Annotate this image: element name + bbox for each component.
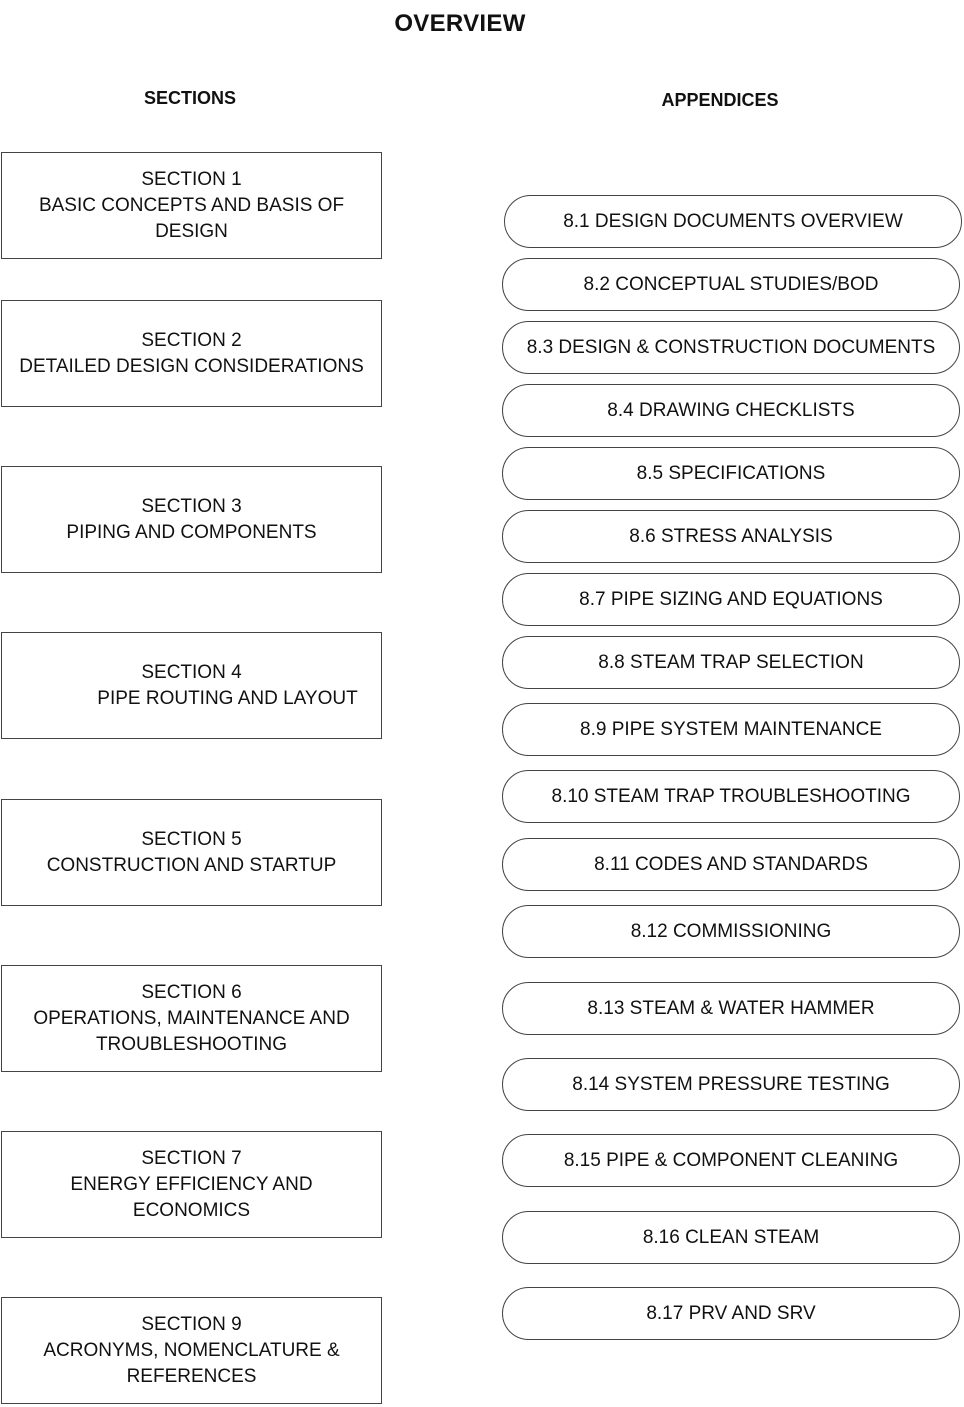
appendix-8-2[interactable]: 8.2 CONCEPTUAL STUDIES/BOD (502, 258, 960, 311)
section-number: SECTION 7 (141, 1147, 242, 1169)
appendix-8-1[interactable]: 8.1 DESIGN DOCUMENTS OVERVIEW (504, 195, 962, 248)
section-number: SECTION 5 (141, 828, 242, 850)
appendix-8-9[interactable]: 8.9 PIPE SYSTEM MAINTENANCE (502, 703, 960, 756)
section-number: SECTION 6 (141, 981, 242, 1003)
sections-heading: SECTIONS (143, 88, 236, 108)
section-box-9[interactable] (1, 1297, 382, 1404)
appendix-8-14[interactable]: 8.14 SYSTEM PRESSURE TESTING (502, 1058, 960, 1111)
appendix-8-13[interactable]: 8.13 STEAM & WATER HAMMER (502, 982, 960, 1035)
appendix-8-16[interactable]: 8.16 CLEAN STEAM (502, 1211, 960, 1264)
appendix-8-10[interactable]: 8.10 STEAM TRAP TROUBLESHOOTING (502, 770, 960, 823)
section-box-2[interactable] (1, 300, 382, 407)
appendix-8-3[interactable]: 8.3 DESIGN & CONSTRUCTION DOCUMENTS (502, 321, 960, 374)
section-number: SECTION 2 (141, 329, 242, 351)
page-title: OVERVIEW (394, 10, 526, 37)
section-title: ACRONYMS, NOMENCLATURE & (43, 1339, 340, 1361)
section-box-1[interactable] (1, 152, 382, 259)
appendix-8-5[interactable]: 8.5 SPECIFICATIONS (502, 447, 960, 500)
appendix-8-11[interactable]: 8.11 CODES AND STANDARDS (502, 838, 960, 891)
section-box-5[interactable] (1, 799, 382, 906)
section-number: SECTION 3 (141, 495, 242, 517)
section-title: CONSTRUCTION AND STARTUP (46, 854, 337, 876)
section-title: DETAILED DESIGN CONSIDERATIONS (19, 355, 364, 377)
section-number: SECTION 9 (141, 1313, 242, 1335)
section-title-line-2: TROUBLESHOOTING (95, 1033, 288, 1055)
section-box-7[interactable] (1, 1131, 382, 1238)
section-box-4[interactable] (1, 632, 382, 739)
section-title: OPERATIONS, MAINTENANCE AND (33, 1007, 350, 1029)
appendix-8-4[interactable]: 8.4 DRAWING CHECKLISTS (502, 384, 960, 437)
section-title-line-2: REFERENCES (126, 1365, 257, 1387)
appendix-8-17[interactable]: 8.17 PRV AND SRV (502, 1287, 960, 1340)
section-title: PIPE ROUTING AND LAYOUT (97, 687, 358, 709)
section-number: SECTION 1 (141, 168, 242, 190)
section-box-3[interactable] (1, 466, 382, 573)
appendix-8-7[interactable]: 8.7 PIPE SIZING AND EQUATIONS (502, 573, 960, 626)
section-box-6[interactable] (1, 965, 382, 1072)
appendices-heading: APPENDICES (661, 90, 779, 110)
appendix-8-6[interactable]: 8.6 STRESS ANALYSIS (502, 510, 960, 563)
section-number: SECTION 4 (141, 661, 242, 683)
appendix-8-8[interactable]: 8.8 STEAM TRAP SELECTION (502, 636, 960, 689)
section-title: ENERGY EFFICIENCY AND ECONOMICS (70, 1173, 313, 1221)
appendix-8-15[interactable]: 8.15 PIPE & COMPONENT CLEANING (502, 1134, 960, 1187)
section-title: BASIC CONCEPTS AND BASIS OF DESIGN (38, 194, 345, 242)
appendix-8-12[interactable]: 8.12 COMMISSIONING (502, 905, 960, 958)
section-title: PIPING AND COMPONENTS (66, 521, 317, 543)
